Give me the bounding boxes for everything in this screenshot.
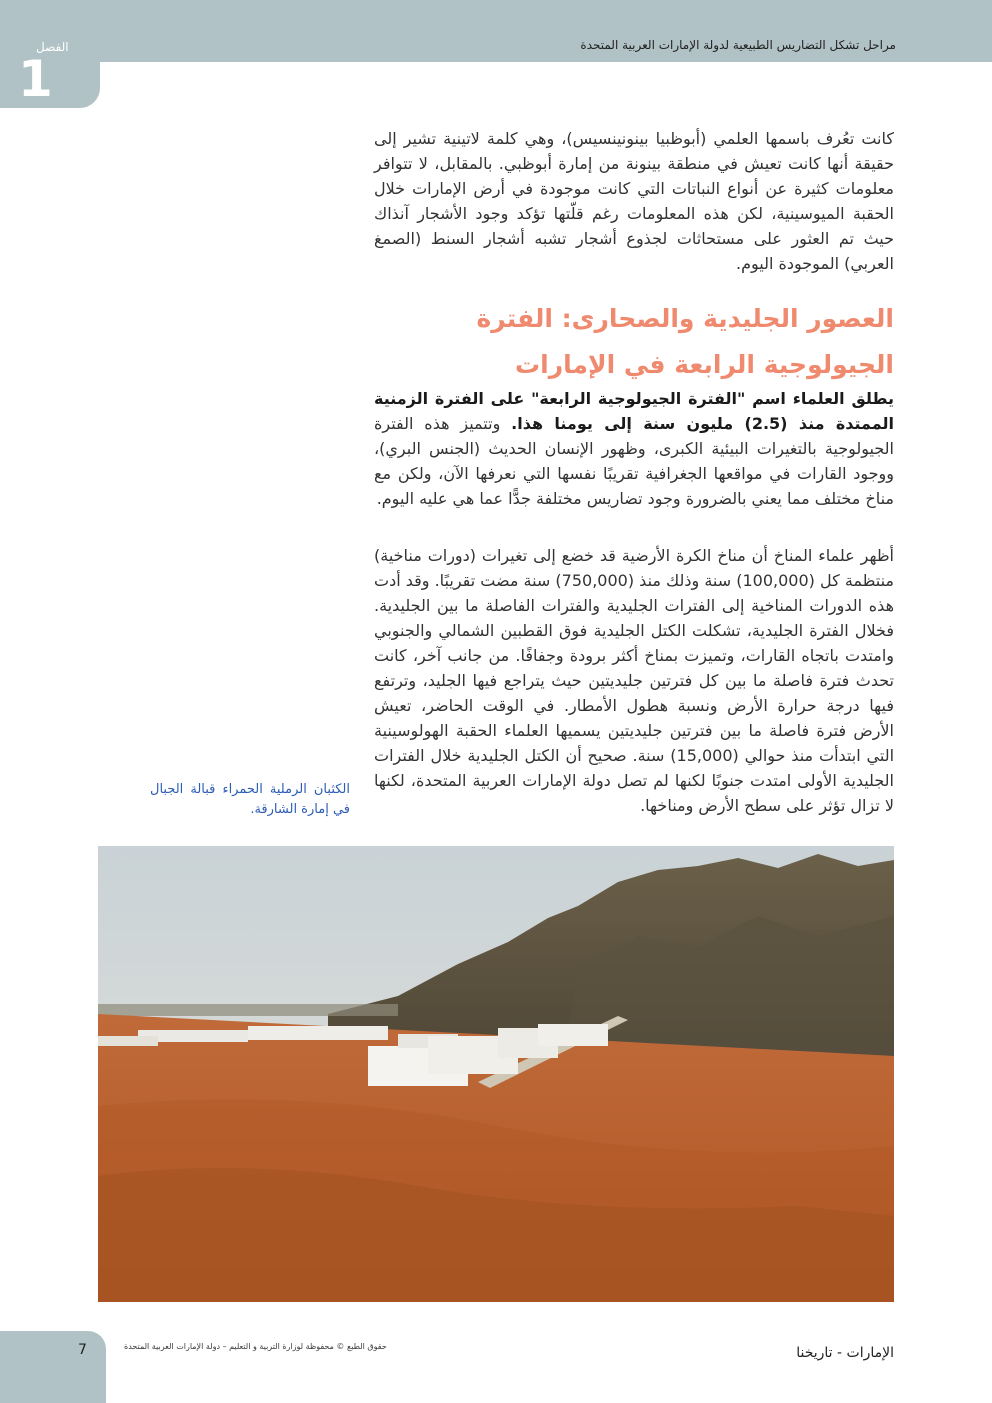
chapter-label: الفصل <box>36 40 69 54</box>
header-bar <box>100 0 992 62</box>
paragraph-intro: كانت تعُرف باسمها العلمي (أبوظبيا بينونينسيس)، وهي كلمة لاتينية تشير إلى حقيقة أنها كانت تعيش في منطقة بينونة من إمارة أبوظبي. بالمقابل، لا تتوافر معلومات كثيرة عن أنواع النباتات التي كانت موجودة في أرض الإمارات خلال الحقبة الميوسينية، لكن هذه المعلومات رغم قلّتها تؤكد وجود الأشجار آنذاك حيث تم العثور على مستحاثات لجذوع أشجار تشبه أشجار السنط (الصمغ العربي) الموجودة اليوم. <box>374 129 894 273</box>
chapter-number: 1 <box>18 50 53 108</box>
book-title: الإمارات - تاريخنا <box>796 1345 894 1361</box>
footer-tab <box>0 1331 106 1403</box>
photo-caption: الكثبان الرملية الحمراء قبالة الجبال في إمارة الشارقة. <box>150 782 350 817</box>
paragraph-climate-cycles: أظهر علماء المناخ أن مناخ الكرة الأرضية قد خضع إلى تغيرات (دورات مناخية) منتظمة كل (100,000) سنة وذلك منذ (750,000) سنة مضت تقريبًا. وقد أدت هذه الدورات المناخية إلى الفترات الجليدية والفترات الفاصلة ما بين الجليدية. فخلال الفترة الجليدية، تشكلت الكتل الجليدية فوق القطبين الشمالي والجنوبي وامتدت باتجاه القارات، وتميزت بمناخ أكثر برودة وجفافًا. من جانب آخر، كانت تحدث فترة فاصلة ما بين كل فترتين جليديتين حيث يتراجع فيها الجليد، وترتفع فيها درجة حرارة الأرض ونسبة هطول الأمطار. في الوقت الحاضر، تعيش الأرض فترة فاصلة ما بين فترتين جليديتين يسميها العلماء الحقبة الهولوسينية التي ابتدأت منذ حوالي (15,000) سنة. صحيح أن الكتل الجليدية خلال الفترات الجليدية الأولى امتدت جنوبًا لكنها لم تصل دولة الإمارات العربية المتحدة، لكنها لا تزال تؤثر على سطح الأرض ومناخها. <box>374 546 895 815</box>
running-header-title: مراحل تشكل التضاريس الطبيعية لدولة الإمارات العربية المتحدة <box>580 38 896 52</box>
desert-mountain-photo <box>98 846 894 1302</box>
page-number: 7 <box>78 1342 87 1358</box>
paragraph-quaternary-rest: وتتميز هذه الفترة الجيولوجية بالتغيرات البيئية الكبرى، وظهور الإنسان الحديث (الجنس البري)، ووجود القارات في مواقعها الجغرافية تقريبًا نفسها التي نعرفها الآن، ولكن مع مناخ مختلف مما يعني بالضرورة وجود تضاريس مختلفة جدًّا عما هي عليه اليوم. <box>374 414 894 508</box>
copyright-notice: حقوق الطبع © محفوظة لوزارة التربية و التعليم – دولة الإمارات العربية المتحدة <box>124 1342 387 1351</box>
desert-landscape-illustration <box>98 846 894 1302</box>
paragraph-quaternary-bold: يطلق العلماء اسم "الفترة الجيولوجية الرابعة" على الفترة الزمنية الممتدة منذ (2.5) مليون سنة إلى يومنا هذا. <box>374 389 894 433</box>
section-heading: العصور الجليدية والصحارى: الفترة الجيولوجية الرابعة في الإمارات <box>476 304 894 379</box>
paragraph-quaternary <box>374 386 894 511</box>
chapter-tab <box>0 0 100 108</box>
